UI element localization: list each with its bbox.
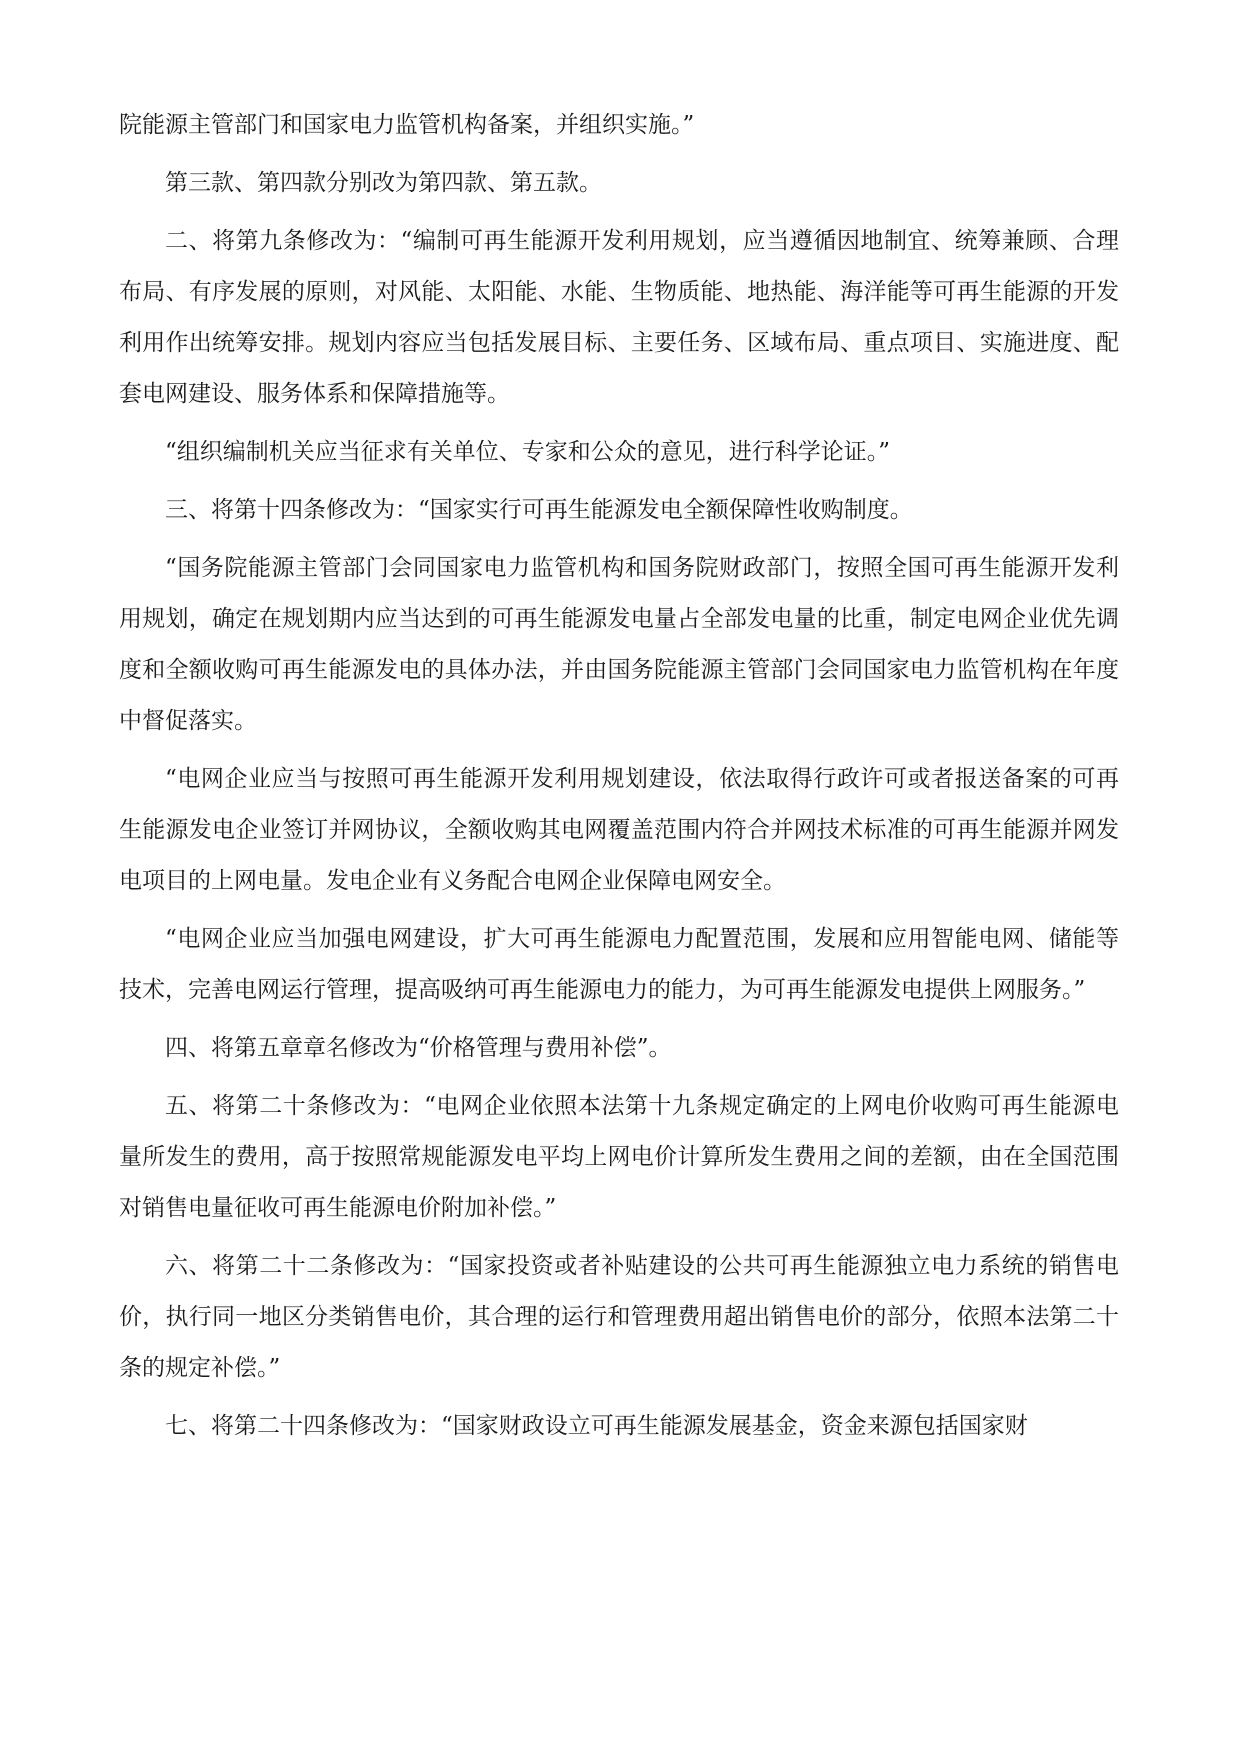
paragraph: 第三款、第四款分别改为第四款、第五款。 [165,170,602,196]
paragraph: “组织编制机关应当征求有关单位、专家和公众的意见，进行科学论证。” [165,439,891,465]
paragraph: 三、将第十四条修改为：“国家实行可再生能源发电全额保障性收购制度。 [165,497,913,523]
paragraph: 七、将第二十四条修改为：“国家财政设立可再生能源发展基金，资金来源包括国家财 [165,1413,1028,1439]
paragraph: “电网企业应当与按照可再生能源开发利用规划建设，依法取得行政许可或者报送备案的可再生能源发电企业签订并网协议，全额收购其电网覆盖范围内符合并网技术标准的可再生能源并网发电项目的上网电量。发电企业有义务配合电网企业保障电网安全。 [119,766,1119,894]
paragraph: 五、将第二十条修改为：“电网企业依照本法第十九条规定确定的上网电价收购可再生能源电量所发生的费用，高于按照常规能源发电平均上网电价计算所发生费用之间的差额，由在全国范围对销售电量征收可再生能源电价附加补偿。” [119,1093,1119,1221]
paragraph: “电网企业应当加强电网建设，扩大可再生能源电力配置范围，发展和应用智能电网、储能等技术，完善电网运行管理，提高吸纳可再生能源电力的能力，为可再生能源发电提供上网服务。” [119,926,1119,1003]
paragraph: 院能源主管部门和国家电力监管机构备案，并组织实施。” [119,112,695,138]
paragraph: “国务院能源主管部门会同国家电力监管机构和国务院财政部门，按照全国可再生能源开发利用规划，确定在规划期内应当达到的可再生能源发电量占全部发电量的比重，制定电网企业优先调度和全额收购可再生能源发电的具体办法，并由国务院能源主管部门会同国家电力监管机构在年度中督促落实。 [119,555,1119,734]
paragraph: 六、将第二十二条修改为：“国家投资或者补贴建设的公共可再生能源独立电力系统的销售电价，执行同一地区分类销售电价，其合理的运行和管理费用超出销售电价的部分，依照本法第二十条的规定补偿。” [119,1253,1119,1381]
paragraph: 四、将第五章章名修改为“价格管理与费用补偿”。 [165,1035,672,1061]
document-body [119,100,1119,1459]
paragraph: 二、将第九条修改为：“编制可再生能源开发利用规划，应当遵循因地制宜、统筹兼顾、合理布局、有序发展的原则，对风能、太阳能、水能、生物质能、地热能、海洋能等可再生能源的开发利用作出统筹安排。规划内容应当包括发展目标、主要任务、区域布局、重点项目、实施进度、配套电网建设、服务体系和保障措施等。 [119,228,1119,407]
